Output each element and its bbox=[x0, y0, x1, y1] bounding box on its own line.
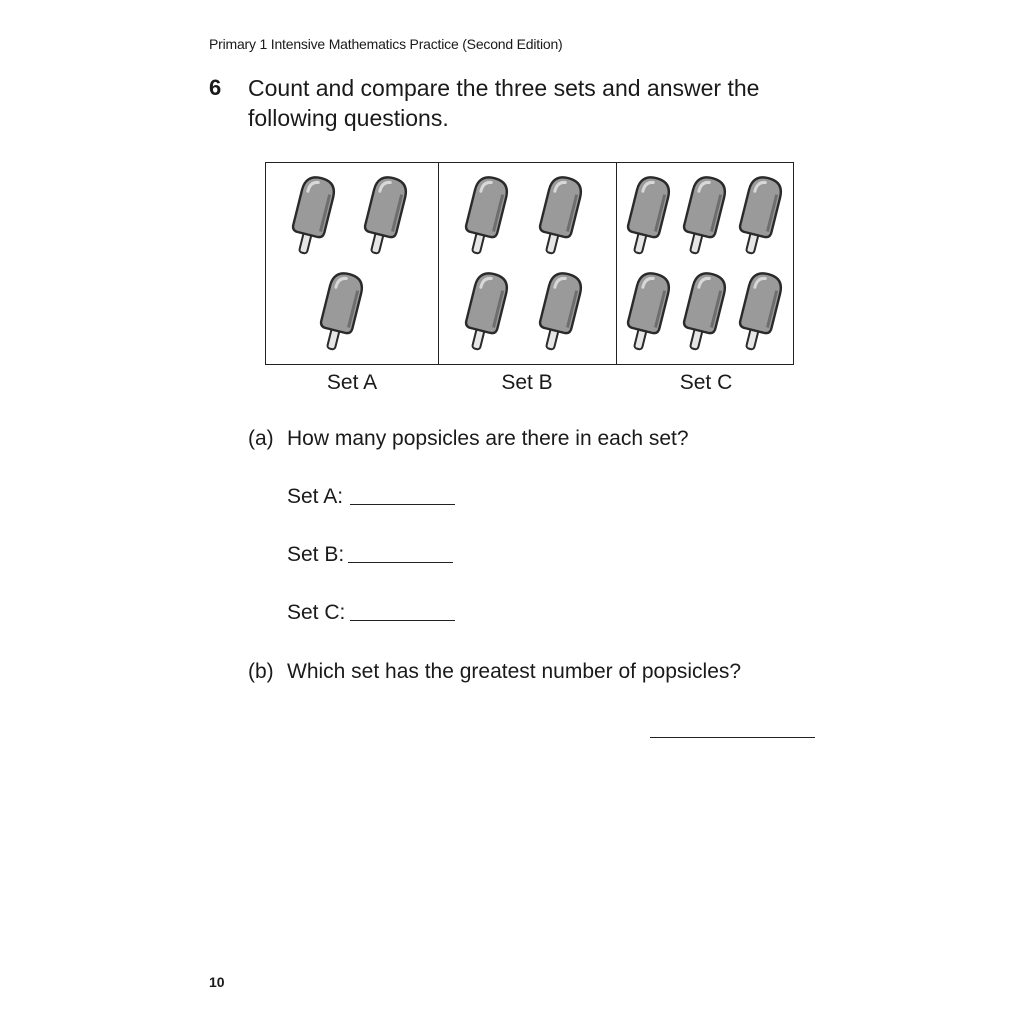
set-c-answer-blank[interactable] bbox=[350, 620, 455, 621]
popsicle-icon bbox=[533, 267, 585, 357]
set-b-answer-label: Set B: bbox=[287, 543, 345, 566]
popsicle-icon bbox=[621, 171, 673, 261]
set-b-label: Set B bbox=[501, 371, 553, 394]
popsicle-icon bbox=[459, 171, 511, 261]
part-a-question: How many popsicles are there in each set? bbox=[287, 427, 689, 450]
popsicle-icon bbox=[314, 267, 366, 357]
popsicle-icon bbox=[677, 171, 729, 261]
popsicle-icon bbox=[459, 267, 511, 357]
popsicle-icon bbox=[358, 171, 410, 261]
part-b-marker: (b) bbox=[248, 660, 274, 683]
set-a-answer-label: Set A: bbox=[287, 485, 344, 508]
popsicle-icon bbox=[733, 267, 785, 357]
set-b-cell bbox=[438, 163, 615, 364]
set-a-label: Set A bbox=[326, 371, 378, 394]
popsicle-icon bbox=[621, 267, 673, 357]
popsicle-icon bbox=[286, 171, 338, 261]
set-b-answer-blank[interactable] bbox=[348, 562, 453, 563]
set-c-label: Set C bbox=[679, 371, 733, 394]
part-b-answer-blank[interactable] bbox=[650, 737, 815, 738]
page-number: 10 bbox=[209, 974, 225, 990]
part-a-marker: (a) bbox=[248, 427, 274, 450]
popsicle-icon bbox=[533, 171, 585, 261]
part-b-question: Which set has the greatest number of popsicles? bbox=[287, 660, 742, 683]
popsicle-icon bbox=[677, 267, 729, 357]
set-c-cell bbox=[616, 163, 793, 364]
set-a-cell bbox=[266, 163, 438, 364]
question-text: Count and compare the three sets and answer the following questions. bbox=[248, 75, 760, 131]
question-number: 6 bbox=[209, 75, 222, 100]
book-title-header: Primary 1 Intensive Mathematics Practice (Second Edition) bbox=[209, 36, 563, 52]
popsicle-icon bbox=[733, 171, 785, 261]
set-c-answer-label: Set C: bbox=[287, 601, 346, 624]
popsicle-sets-table bbox=[265, 162, 794, 365]
set-a-answer-blank[interactable] bbox=[350, 504, 455, 505]
